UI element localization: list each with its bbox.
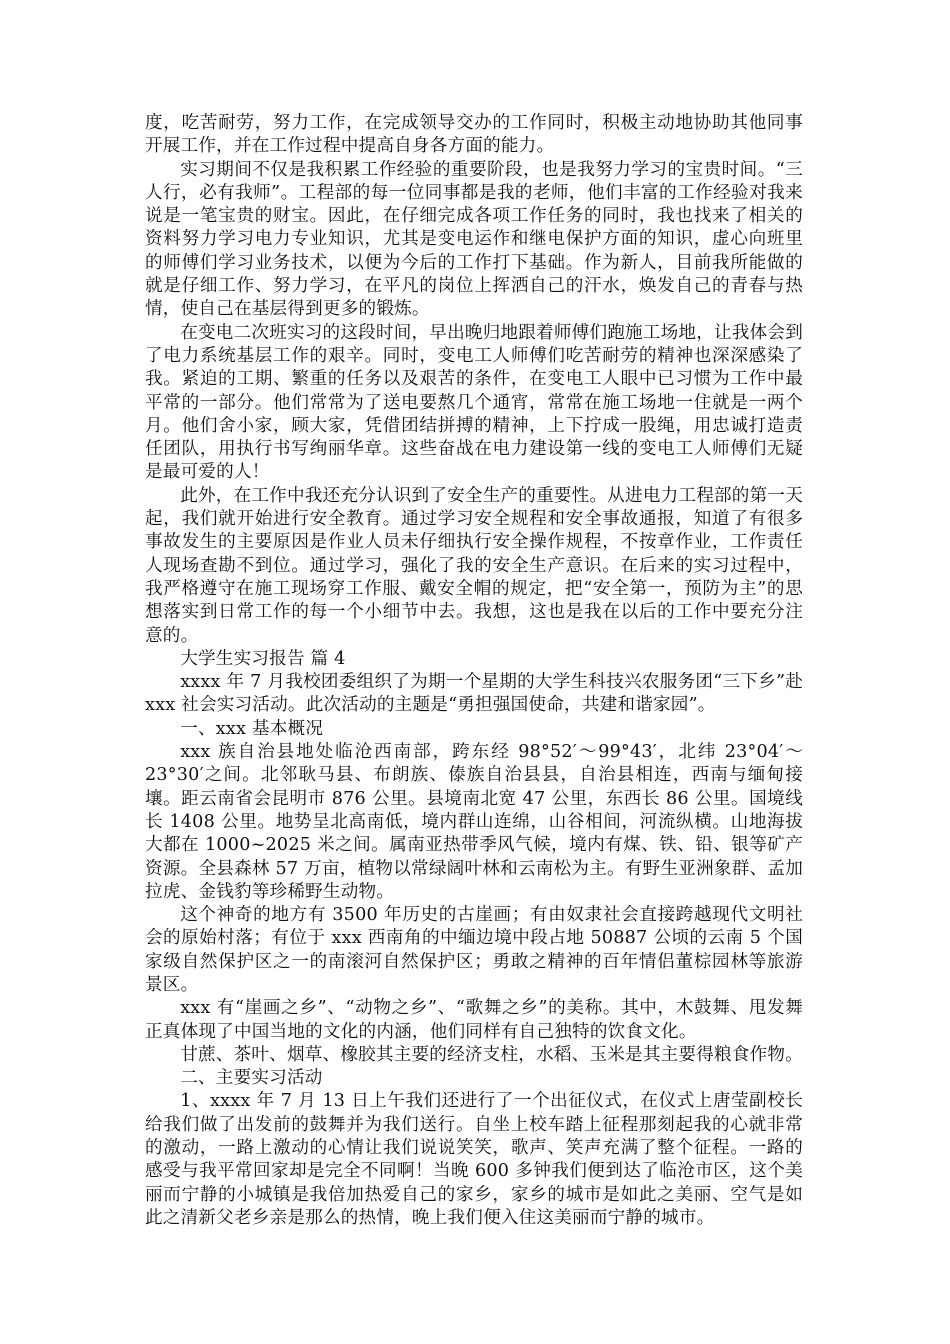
paragraph-9: 甘蔗、茶叶、烟草、橡胶其主要的经济支柱，水稻、玉米是其主要得粮食作物。 [180, 1044, 803, 1065]
paragraph-5: xxxx 年 7 月我校团委组织了为期一个星期的大学生科技兴农服务团“三下乡”赴 xxx 社会实习活动。此次活动的主题是“勇担强国使命，共建和谐家园”。 [145, 672, 803, 716]
paragraph-8: xxx 有“崖画之乡”、“动物之乡”、“歌舞之乡”的美称。其中，木鼓舞、甩发舞正真体现了中国当地的文化的内涵，他们同样有自己独特的饮食文化。 [145, 998, 803, 1042]
paragraph-7: 这个神奇的地方有 3500 年历史的古崖画；有由奴隶社会直接跨越现代文明社会的原始村落；有位于 xxx 西南角的中缅边境中段占地 50887 公顷的云南 5 个国家级自然保护区之一的南滚河自然保护区；勇敢之精神的百年情侣董棕园林等旅游景区。 [145, 905, 803, 995]
paragraph-1: 度，吃苦耐劳，努力工作，在完成领导交办的工作同时，积极主动地协助其他同事开展工作，并在工作过程中提高自身各方面的能力。 [145, 113, 803, 157]
paragraph-2: 实习期间不仅是我积累工作经验的重要阶段，也是我努力学习的宝贵时间。“三人行，必有我师”。工程部的每一位同事都是我的老师，他们丰富的工作经验对我来说是一笔宝贵的财宝。因此，在仔细完成各项工作任务的同时，我也找来了相关的资料努力学习电力专业知识，尤其是变电运作和继电保护方面的知识，虚心向班里的师傅们学习业务技术，以便为今后的工作打下基础。作为新人，目前我所能做的就是仔细工作、努力学习，在平凡的岗位上挥洒自己的汗水，焕发自己的青春与热情，使自己在基层得到更多的锻炼。 [145, 159, 803, 320]
paragraph-3: 在变电二次班实习的这段时间，早出晚归地跟着师傅们跑施工场地，让我体会到了电力系统基层工作的艰辛。同时，变电工人师傅们吃苦耐劳的精神也深深感染了我。紧迫的工期、繁重的任务以及艰苦的条件，在变电工人眼中已习惯为工作中最平常的一部分。他们常常为了送电要熬几个通宵，常常在施工场地一住就是一两个月。他们舍小家，顾大家，凭借团结拼搏的精神，上下拧成一股绳，用忠诚打造责任团队，用执行书写绚丽华章。这些奋战在电力建设第一线的变电工人师傅们无疑是最可爱的人！ [145, 322, 803, 483]
section-heading-overview: 一、xxx 基本概况 [180, 718, 324, 739]
paragraph-4: 此外，在工作中我还充分认识到了安全生产的重要性。从进电力工程部的第一天起，我们就开始进行安全教育。通过学习安全规程和安全事故通报，知道了有很多事故发生的主要原因是作业人员未仔细执行安全操作规程，不按章作业，工作责任人现场查勘不到位。通过学习，强化了我的安全生产意识。在后来的实习过程中，我严格遵守在施工现场穿工作服、戴安全帽的规定，把“安全第一，预防为主”的思想落实到日常工作的每一个小细节中去。我想，这也是我在以后的工作中要充分注意的。 [145, 485, 803, 646]
section-heading-activities: 二、主要实习活动 [180, 1068, 323, 1089]
paragraph-10: 1、xxxx 年 7 月 13 日上午我们还进行了一个出征仪式，在仪式上唐莹副校长给我们做了出发前的鼓舞并为我们送行。自坐上校车踏上征程那刻起我的心就非常的激动，一路上激动的心情让我们说说笑笑，歌声、笑声充满了整个征程。一路的感受与我平常回家却是完全不同啊！当晚 600 多钟我们便到达了临沧市区，这个美丽而宁静的小城镇是我倍加热爱自己的家乡，家乡的城市是如此之美丽、空气是如此之清新父老乡亲是那么的热情，晚上我们便入住这美丽而宁静的城市。 [145, 1091, 803, 1228]
paragraph-6: xxx 族自治县地处临沧西南部，跨东经 98°52′～99°43′，北纬 23°04′～23°30′之间。北邻耿马县、布朗族、傣族自治县县，自治县相连，西南与缅甸接壤。距云南省会昆明市 876 公里。县境南北宽 47 公里，东西长 86 公里。国境线长 1408 公里。地势呈北高南低，境内群山连绵，山谷相间，河流纵横。山地海拔大都在 1000~2025 米之间。属南亚热带季风气候，境内有煤、铁、铅、银等矿产资源。全县森林 57 万亩，植物以常绿阔叶林和云南松为主。有野生亚洲象群、孟加拉虎、金钱豹等珍稀野生动物。 [145, 742, 803, 902]
section-heading-report-4: 大学生实习报告 篇 4 [180, 648, 346, 669]
document-body [145, 112, 803, 1230]
